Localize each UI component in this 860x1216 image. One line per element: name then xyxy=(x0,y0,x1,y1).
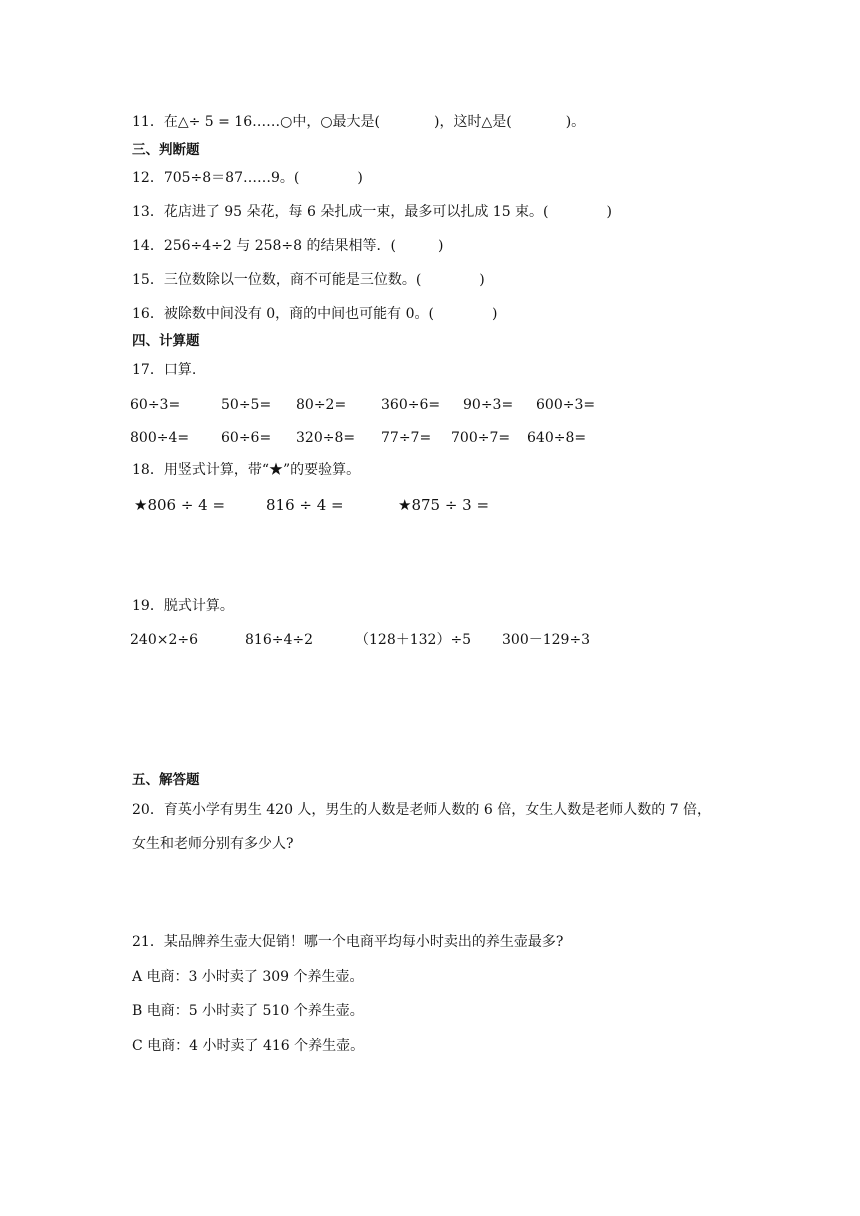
question-16 xyxy=(132,304,497,324)
oral-calc-item: 60÷3= xyxy=(130,397,181,413)
question-13 xyxy=(132,202,612,222)
question-21-option-a: A 电商：3 小时卖了 309 个养生壶。 xyxy=(132,969,364,985)
oral-calc-item: 360÷6= xyxy=(381,397,441,413)
oral-calc-item: 60÷6= xyxy=(221,430,272,446)
section-heading-3: 三、判断题 xyxy=(132,142,200,158)
question-15 xyxy=(132,270,485,290)
q13-close: ) xyxy=(606,204,612,220)
q12-close: ) xyxy=(357,170,363,186)
q11-text-c: )。 xyxy=(565,114,586,130)
stepwise-calc-item: （128＋132）÷5 xyxy=(355,632,472,648)
vertical-calc-item: ★875 ÷ 3 = xyxy=(398,496,490,514)
question-21-option-c: C 电商：4 小时卖了 416 个养生壶。 xyxy=(132,1038,365,1054)
oral-calc-item: 50÷5= xyxy=(221,397,272,413)
q14-text: 14．256÷4÷2 与 258÷8 的结果相等．( xyxy=(132,238,396,254)
section-heading-5: 五、解答题 xyxy=(132,772,200,788)
oral-calc-item: 800÷4= xyxy=(130,430,190,446)
oral-calc-item: 77÷7= xyxy=(381,430,432,446)
question-18-label: 18．用竖式计算，带“★”的要验算。 xyxy=(132,462,361,478)
question-21-option-b: B 电商：5 小时卖了 510 个养生壶。 xyxy=(132,1003,364,1019)
q14-close: ) xyxy=(437,238,444,254)
oral-calc-item: 90÷3= xyxy=(463,397,514,413)
question-12 xyxy=(132,168,363,188)
q11-text-a: 11．在△÷ 5 = 16……○中，○最大是( xyxy=(132,114,381,130)
oral-calc-item: 700÷7= xyxy=(451,430,511,446)
q12-text: 12．705÷8＝87……9。( xyxy=(132,170,300,186)
q15-close: ) xyxy=(479,272,485,288)
oral-calc-item: 600÷3= xyxy=(536,397,596,413)
question-17-label: 17．口算. xyxy=(132,362,197,378)
question-20-line-1: 20．育英小学有男生 420 人，男生的人数是老师人数的 6 倍，女生人数是老师人数的 7 倍， xyxy=(132,802,712,818)
q16-text: 16．被除数中间没有 0，商的中间也可能有 0。( xyxy=(132,306,434,322)
stepwise-calc-item: 816÷4÷2 xyxy=(245,632,313,648)
vertical-calc-item: 816 ÷ 4 = xyxy=(266,496,344,514)
question-14 xyxy=(132,236,443,256)
stepwise-calc-item: 300－129÷3 xyxy=(502,632,591,648)
oral-calc-item: 320÷8= xyxy=(296,430,356,446)
question-19-label: 19．脱式计算。 xyxy=(132,598,234,614)
oral-calc-item: 80÷2= xyxy=(296,397,347,413)
q11-text-b: )，这时△是( xyxy=(434,114,512,130)
q13-text: 13．花店进了 95 朵花，每 6 朵扎成一束，最多可以扎成 15 束。( xyxy=(132,204,549,220)
stepwise-calc-item: 240×2÷6 xyxy=(130,632,198,648)
q16-close: ) xyxy=(492,306,498,322)
question-21-line-1: 21．某品牌养生壶大促销！哪一个电商平均每小时卖出的养生壶最多? xyxy=(132,934,564,950)
section-heading-4: 四、计算题 xyxy=(132,333,200,349)
q15-text: 15．三位数除以一位数，商不可能是三位数。( xyxy=(132,272,422,288)
question-11 xyxy=(132,112,585,132)
oral-calc-item: 640÷8= xyxy=(527,430,587,446)
question-20-line-2: 女生和老师分别有多少人? xyxy=(132,836,294,852)
vertical-calc-item: ★806 ÷ 4 = xyxy=(134,496,226,514)
